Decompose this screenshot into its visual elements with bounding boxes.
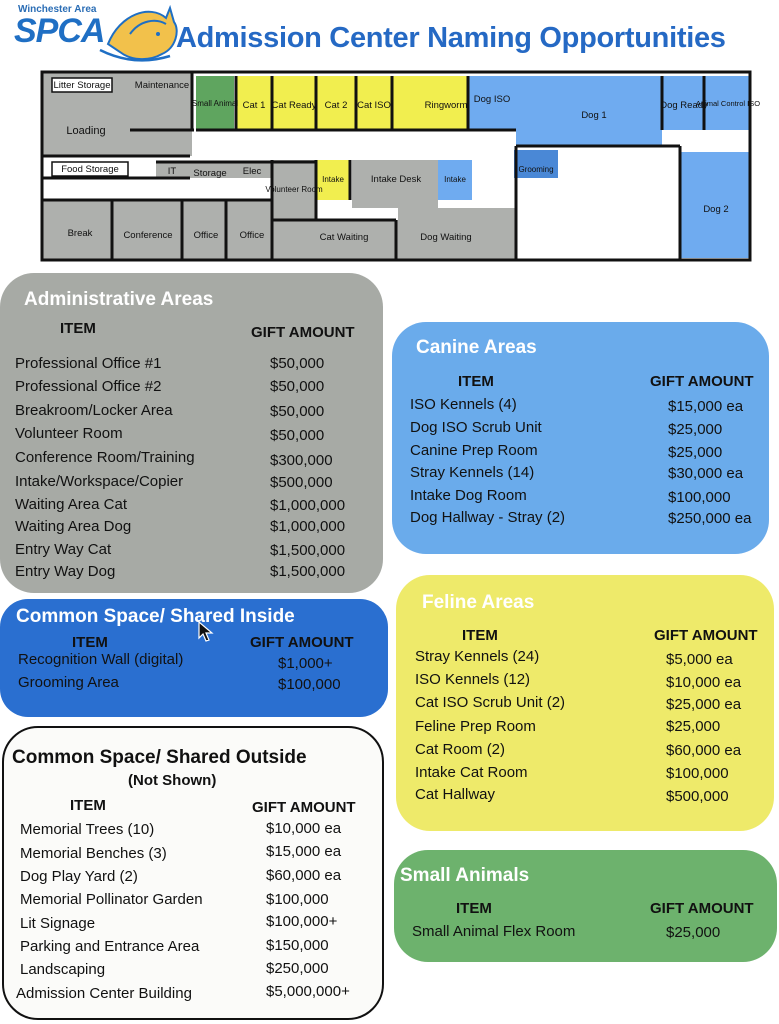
item-header: ITEM [72, 634, 108, 651]
outside-item: Landscaping [20, 961, 106, 978]
label-cat-2: Cat 2 [324, 100, 348, 111]
label-elec: Elec [242, 166, 262, 177]
panel-title: Common Space/ Shared Inside [16, 606, 295, 627]
admin-amount: $50,000 [270, 378, 325, 395]
item-header: ITEM [60, 320, 96, 337]
label-dog-2: Dog 2 [703, 204, 729, 215]
canine-amount: $30,000 ea [668, 465, 744, 482]
canine-item: Dog ISO Scrub Unit [410, 419, 542, 436]
feline-amount: $25,000 [666, 718, 721, 735]
feline-item: Feline Prep Room [415, 718, 536, 735]
label-dog-waiting: Dog Waiting [420, 232, 472, 243]
outside-amount: $100,000 [266, 891, 329, 908]
panel-title: Small Animals [400, 865, 530, 886]
canine-item: Canine Prep Room [410, 442, 538, 459]
outside-amount: $5,000,000+ [266, 983, 350, 1000]
admin-amount: $50,000 [270, 403, 325, 420]
gift-amount-header: GIFT AMOUNT [650, 373, 754, 390]
canine-item: Stray Kennels (14) [410, 464, 535, 481]
inside-item: Grooming Area [18, 674, 119, 691]
feline-item: ISO Kennels (12) [415, 671, 531, 688]
admin-item: Professional Office #2 [15, 378, 162, 395]
label-conference: Conference [123, 230, 173, 241]
label-break: Break [67, 228, 93, 239]
label-office-2: Office [239, 230, 265, 241]
label-storage: Storage [193, 168, 227, 179]
canine-item: ISO Kennels (4) [410, 396, 517, 413]
inside-amount: $100,000 [278, 676, 341, 693]
label-cat-ready: Cat Ready [271, 100, 317, 111]
admin-item: Professional Office #1 [15, 355, 162, 372]
admin-amount: $1,500,000 [270, 542, 346, 559]
panel-title: Feline Areas [422, 592, 535, 613]
item-header: ITEM [462, 627, 498, 644]
outside-item: Memorial Pollinator Garden [20, 891, 203, 908]
canine-item: Dog Hallway - Stray (2) [410, 509, 566, 526]
feline-item: Cat Hallway [415, 786, 496, 803]
outside-amount: $150,000 [266, 937, 329, 954]
common-space-outside-panel [2, 726, 384, 1020]
label-dog-iso: Dog ISO [473, 94, 511, 105]
admin-item: Intake/Workspace/Copier [15, 473, 184, 490]
outside-item: Memorial Trees (10) [20, 821, 155, 838]
outside-item: Admission Center Building [16, 985, 192, 1002]
gift-amount-header: GIFT AMOUNT [252, 799, 356, 816]
admin-amount: $500,000 [270, 474, 333, 491]
inside-amount: $1,000+ [278, 655, 333, 672]
label-maintenance: Maintenance [134, 80, 190, 91]
label-cat-waiting: Cat Waiting [319, 232, 369, 243]
inside-item: Recognition Wall (digital) [18, 651, 184, 668]
label-intake-dog: Intake [444, 175, 466, 184]
label-ringworm: Ringworm [424, 100, 468, 111]
administrative-areas-panel [0, 273, 383, 593]
mouse-pointer-icon [198, 621, 214, 643]
outside-item: Dog Play Yard (2) [20, 868, 138, 885]
label-loading: Loading [66, 125, 106, 137]
admin-amount: $1,000,000 [270, 497, 346, 514]
cat-dog-logo-icon [100, 4, 180, 66]
feline-areas-panel [396, 575, 774, 831]
item-header: ITEM [458, 373, 494, 390]
admin-item: Entry Way Cat [15, 541, 112, 558]
small-item: Small Animal Flex Room [412, 923, 576, 940]
admin-amount: $1,000,000 [270, 518, 346, 535]
outside-amount: $100,000+ [266, 913, 338, 930]
label-food-storage: Food Storage [61, 164, 119, 175]
label-it: IT [167, 166, 177, 177]
feline-amount: $100,000 [666, 765, 729, 782]
feline-item: Cat ISO Scrub Unit (2) [415, 694, 566, 711]
feline-amount: $60,000 ea [666, 742, 742, 759]
label-animal-control-iso: Animal Control ISO [695, 99, 761, 108]
canine-amount: $250,000 ea [668, 510, 752, 527]
admin-amount: $50,000 [270, 427, 325, 444]
feline-amount: $5,000 ea [666, 651, 733, 668]
admin-item: Conference Room/Training [15, 449, 195, 466]
gift-amount-header: GIFT AMOUNT [650, 900, 754, 917]
label-office-1: Office [193, 230, 219, 241]
logo-brand-text: SPCA [14, 12, 105, 50]
admin-item: Waiting Area Cat [15, 496, 127, 513]
admin-item: Entry Way Dog [15, 563, 116, 580]
admin-amount: $50,000 [270, 355, 325, 372]
label-intake-desk: Intake Desk [370, 174, 422, 185]
spca-logo [14, 4, 174, 66]
label-dog-1: Dog 1 [581, 110, 607, 121]
label-grooming: Grooming [518, 165, 554, 174]
page-title: Admission Center Naming Opportunities [176, 22, 726, 54]
outside-item: Memorial Benches (3) [20, 845, 167, 862]
label-cat-1: Cat 1 [242, 100, 266, 111]
outside-item: Parking and Entrance Area [20, 938, 200, 955]
feline-item: Cat Room (2) [415, 741, 506, 758]
outside-amount: $250,000 [266, 960, 329, 977]
panel-subtitle: (Not Shown) [128, 772, 217, 789]
outside-item: Lit Signage [20, 915, 96, 932]
canine-amount: $25,000 [668, 444, 723, 461]
admin-item: Waiting Area Dog [15, 518, 132, 535]
label-volunteer-room: Volunteer Room [265, 185, 323, 194]
canine-amount: $100,000 [668, 489, 731, 506]
admin-item: Breakroom/Locker Area [15, 402, 173, 419]
label-cat-iso: Cat ISO [357, 100, 391, 111]
admin-item: Volunteer Room [15, 425, 123, 442]
panel-title: Common Space/ Shared Outside [12, 747, 307, 768]
gift-amount-header: GIFT AMOUNT [654, 627, 758, 644]
small-amount: $25,000 [666, 924, 721, 941]
label-small-animal: Small Animal [191, 99, 239, 108]
canine-amount: $25,000 [668, 421, 723, 438]
label-intake-cat: Intake [322, 175, 344, 184]
label-dog-ready: Dog Ready [660, 100, 708, 111]
common-space-inside-panel [0, 599, 388, 717]
item-header: ITEM [456, 900, 492, 917]
admin-amount: $300,000 [270, 452, 333, 469]
feline-item: Intake Cat Room [415, 764, 528, 781]
small-animals-panel [394, 850, 777, 962]
canine-areas-panel [392, 322, 769, 554]
canine-amount: $15,000 ea [668, 398, 744, 415]
outside-amount: $10,000 ea [266, 820, 342, 837]
logo-org-text: Winchester Area [18, 4, 97, 15]
gift-amount-header: GIFT AMOUNT [251, 324, 355, 341]
panel-title: Administrative Areas [24, 289, 214, 310]
gift-amount-header: GIFT AMOUNT [250, 634, 354, 651]
label-litter-storage: Litter Storage [53, 80, 111, 91]
item-header: ITEM [70, 797, 106, 814]
feline-amount: $500,000 [666, 788, 729, 805]
floor-plan [40, 70, 761, 262]
panel-title: Canine Areas [416, 337, 537, 358]
feline-amount: $10,000 ea [666, 674, 742, 691]
outside-amount: $60,000 ea [266, 867, 342, 884]
outside-amount: $15,000 ea [266, 843, 342, 860]
feline-amount: $25,000 ea [666, 696, 742, 713]
feline-item: Stray Kennels (24) [415, 648, 540, 665]
canine-item: Intake Dog Room [410, 487, 527, 504]
admin-amount: $1,500,000 [270, 563, 346, 580]
